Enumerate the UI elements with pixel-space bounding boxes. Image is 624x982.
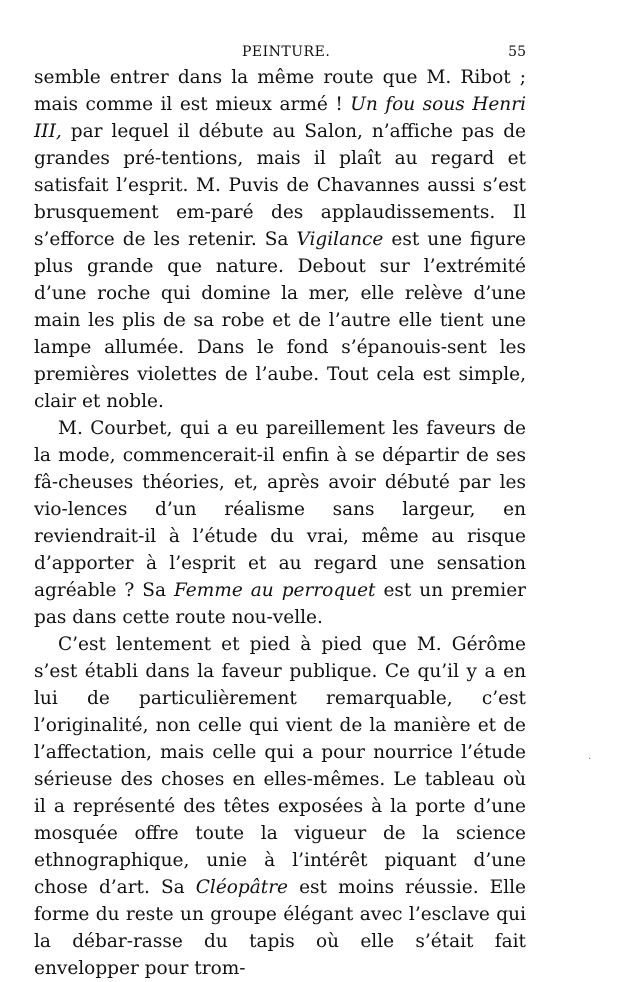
text-run: est moins réussie. Elle forme du reste un groupe élégant avec l’esclave qui la débar-rasse du tapis où elle s’était fait envelopper pour trom- (34, 877, 526, 979)
paragraph-1 (34, 64, 526, 415)
text-run: semble entrer dans la même route que M. Ribot ; mais comme il est mieux armé ! (34, 67, 526, 115)
artwork-title: Cléopâtre (195, 877, 289, 898)
text-run: C’est lentement et pied à pied que M. Gérôme s’est établi dans la faveur publique. Ce qu’il y a en lui de particulièrement remarquable, c’est l’originalité, non celle qui vient de la manière et de l’affectation, mais celle qui a pour nourrice l’étude sérieuse des choses en elles-mêmes. Le tableau où il a représenté des têtes exposées à la porte d’une mosquée offre toute la vigueur de la science ethnographique, unie à l’intérêt piquant d’une chose d’art. Sa (34, 634, 526, 898)
artwork-title: Femme au perroquet (173, 580, 376, 601)
page-number: 55 (508, 44, 526, 60)
running-head (34, 44, 526, 64)
text-run: est un premier pas dans cette route nou-velle. (34, 580, 527, 628)
text-run: M. Courbet, qui a eu pareillement les faveurs de la mode, commencerait-il enfin à se départir de ses fâ-cheuses théories, et, après avoir débuté par les vio-lences d’un réalisme sans largeur, en reviendrait-il à l’étude du vrai, même au risque d’apporter à l’esprit et au regard une sensation agréable ? Sa (34, 418, 526, 601)
paragraph-2 (34, 415, 526, 631)
text-run: par lequel il débute au Salon, n’affiche pas de grandes pré-tentions, mais il plaît au regard et satisfait l’esprit. M. Puvis de Chavannes aussi s’est brusquement em-paré des applaudissements. Il s’efforce de les retenir. Sa (34, 121, 526, 250)
running-head-title: PEINTURE. (242, 44, 331, 60)
paragraph-3 (34, 631, 526, 982)
artwork-title: Vigilance (296, 229, 384, 250)
body-text (34, 64, 526, 982)
text-run: est une figure plus grande que nature. Debout sur l’extrémité d’une roche qui domine la mer, elle relève d’une main les plis de sa robe et de l’autre elle tient une lampe allumée. Dans le fond s’épanouis-sent les premières violettes de l’aube. Tout cela est simple, clair et noble. (34, 229, 526, 412)
margin-speck: · (588, 754, 592, 765)
artwork-title: Un fou sous Henri III, (34, 94, 526, 142)
